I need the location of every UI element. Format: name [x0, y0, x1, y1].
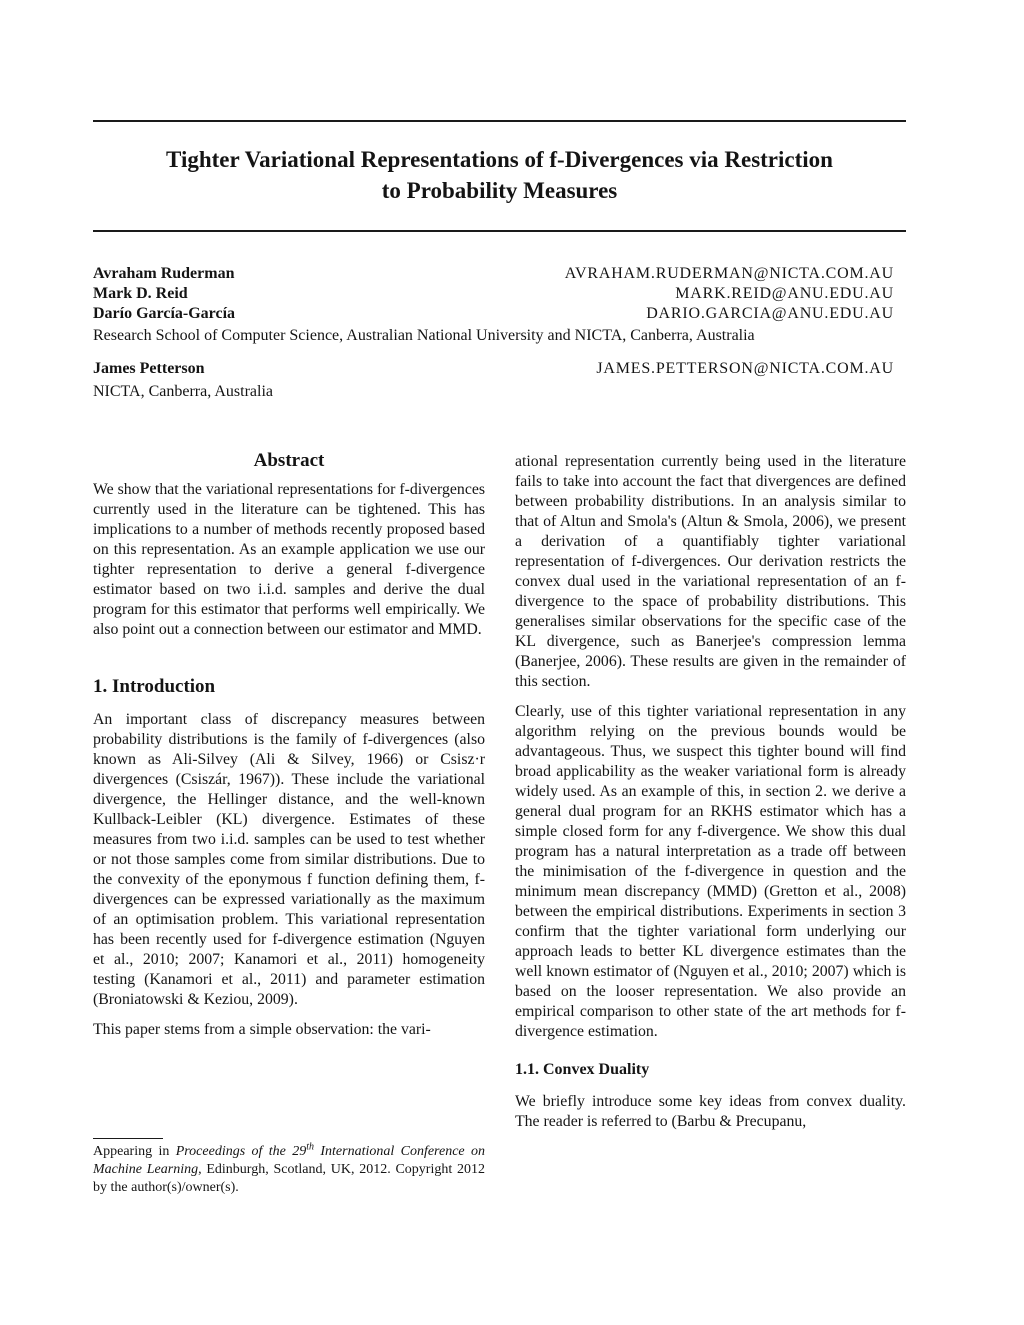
footnote-venue-sup: th — [306, 1141, 315, 1153]
abstract-text: We show that the variational representations for f-divergences currently used in the literature can be tightened. This has implications to a number of methods recently proposed based on this representation. As an example application we use our tighter representation to derive a general f-divergence estimator based on two i.i.d. samples and derive the dual program for this estimator that performs well empirically. We also point out a connection between our estimator and MMD. — [93, 481, 485, 638]
intro-paragraph-1: An important class of discrepancy measures between probability distributions is the family of f-divergences (also known as Ali-Silvey (Ali & Silvey, 1966) or Csisz·r divergences (Csiszár, 1967)). These include the variational divergence, the Hellinger distance, and the well-known Kullback-Leibler (KL) divergence. Estimates of these measures from two i.i.d. samples can be used to test whether or not those samples come from similar distributions. Due to the convexity of the eponymous f function defining them, f-divergences can be expressed variationally as the maximum of an optimisation problem. This variational representation has been recently used for f-divergence estimation (Nguyen et al., 2010; 2007; Kanamori et al., 2011) homogeneity testing (Kanamori et al., 2011) and parameter estimation (Broniatowski & Keziou, 2009). — [93, 711, 485, 1008]
affiliation-1: Research School of Computer Science, Australian National University and NICTA, Canberra, Australia — [93, 327, 755, 344]
footnote — [93, 1138, 485, 1197]
footnote-venue-a: Proceedings of the 29 — [175, 1144, 307, 1159]
title-line-2: to Probability Measures — [381, 178, 618, 203]
footnote-prefix: Appearing in — [93, 1144, 176, 1159]
author-name: Mark D. Reid — [93, 285, 188, 302]
author-row — [93, 359, 906, 379]
right-paragraph-2: Clearly, use of this tighter variational representation in any algorithm relying on the previous bounds would be advantageous. Thus, we suspect this tighter bound will find broad applicability as the weaker variational form is already widely used. As an example of this, in section 2. we derive a general dual program for an RKHS estimator which has a simple closed form for any f-divergence. We show this dual program has a natural interpretation as a trade off between the minimisation of the f-divergence in question and the minimum mean discrepancy (MMD) (Gretton et al., 2008) between the empirical distributions. Experiments in section 3 confirm that the tighter variational form underlying our approach leads to better KL divergence estimates than the well known estimator of (Nguyen et al., 2010; 2007) which is based on the looser representation. We also provide an empirical comparison to other state of the art methods for f-divergence estimation. — [515, 703, 906, 1040]
paper-title — [93, 144, 906, 206]
author-email: JAMES.PETTERSON@NICTA.COM.AU — [596, 360, 894, 377]
affiliation-2: NICTA, Canberra, Australia — [93, 383, 273, 400]
intro-paragraph-2: This paper stems from a simple observation: the vari- — [93, 1021, 431, 1038]
right-paragraph-1: ational representation currently being used in the literature fails to take into account the fact that divergences are defined between probability distributions. In an analysis similar to that of Altun and Smola's (Altun & Smola, 2006), we present a derivation of a quantifiably tighter variational representation of f-divergences. Our derivation restricts the convex dual used in the variational representation of an f-divergence to the space of probability distributions. This generalises similar observations for the specific case of the KL divergence, such as Banerjee's compression lemma (Banerjee, 2006). These results are given in the remainder of this section. — [515, 453, 906, 690]
author-row — [93, 264, 906, 284]
title-top-rule — [93, 120, 906, 122]
author-name: Avraham Ruderman — [93, 265, 235, 282]
author-email: DARIO.GARCIA@ANU.EDU.AU — [646, 305, 894, 322]
right-column — [515, 452, 906, 1132]
section-heading-introduction: 1. Introduction — [93, 676, 216, 697]
title-line-1: Tighter Variational Representations of f-Divergences via Restriction — [166, 147, 833, 172]
title-bottom-rule — [93, 230, 906, 232]
abstract-heading: Abstract — [253, 450, 325, 471]
footnote-venue-b: International Conference on Machine Learning — [93, 1144, 485, 1177]
footnote-text — [93, 1143, 485, 1197]
left-column — [93, 450, 485, 1040]
footnote-rule — [93, 1138, 163, 1139]
subsection-heading-convex-duality: 1.1. Convex Duality — [515, 1061, 650, 1078]
author-email: MARK.REID@ANU.EDU.AU — [675, 285, 894, 302]
author-row — [93, 284, 906, 304]
right-paragraph-3: We briefly introduce some key ideas from convex duality. The reader is referred to (Barbu & Precupanu, — [515, 1093, 906, 1130]
author-row — [93, 304, 906, 324]
author-name: James Petterson — [93, 360, 205, 377]
footnote-suffix: , Edinburgh, Scotland, UK, 2012. Copyright 2012 by the author(s)/owner(s). — [93, 1162, 486, 1195]
author-email: AVRAHAM.RUDERMAN@NICTA.COM.AU — [564, 265, 894, 282]
author-list — [93, 264, 906, 324]
author-list-2 — [93, 359, 906, 379]
author-name: Darío García-García — [93, 305, 236, 322]
